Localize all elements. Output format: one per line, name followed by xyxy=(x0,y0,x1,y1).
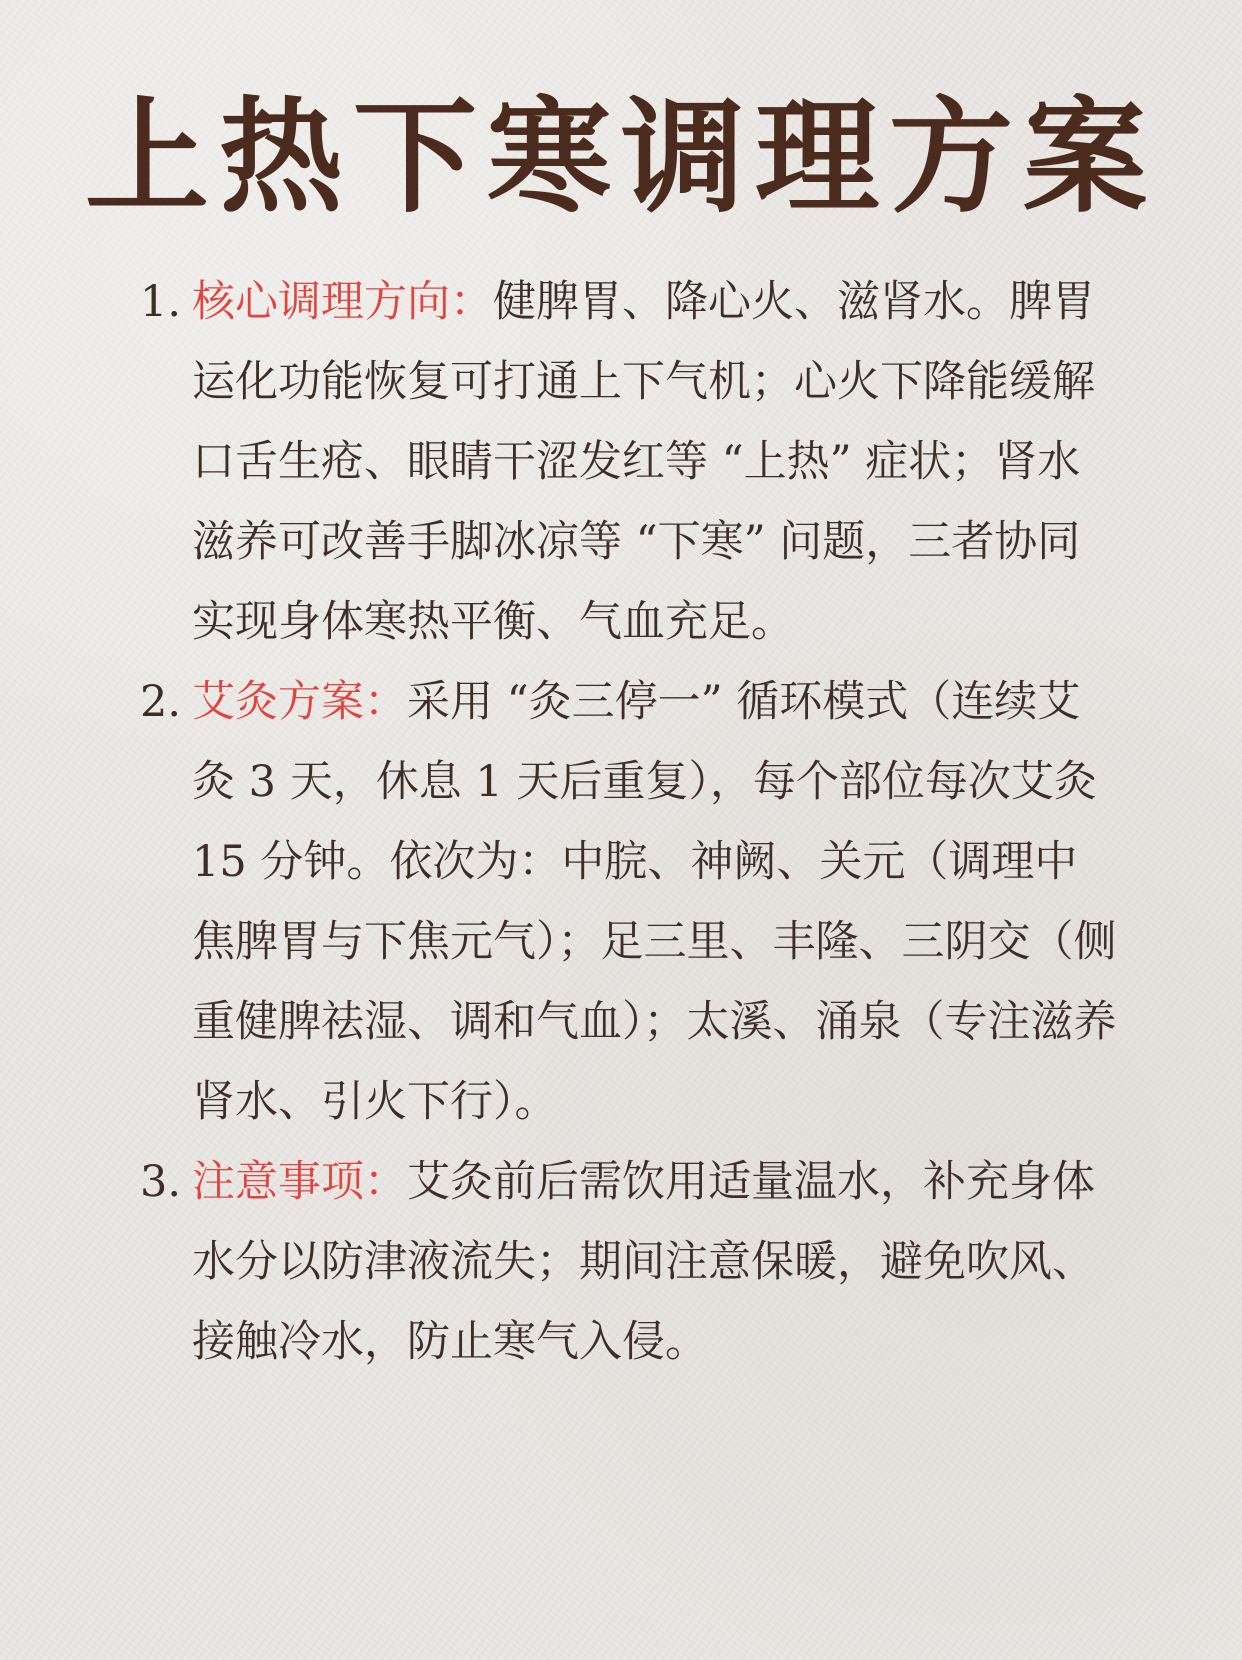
item-label: 艾灸方案： xyxy=(192,677,407,727)
page-title: 上热下寒调理方案 xyxy=(84,85,1157,230)
list-item-3 xyxy=(140,1142,1120,1382)
item-number: 1. xyxy=(140,277,182,327)
item-text: 采用 “灸三停一” 循环模式（连续艾灸 3 天，休息 1 天后重复），每个部位每次艾灸 15 分钟。依次为：中脘、神阙、关元（调理中焦脾胃与下焦元气）；足三里、丰隆、三阴交（侧重健脾祛湿、调和气血）；太溪、涌泉（专注滋养肾水、引火下行）。 xyxy=(192,677,1117,1127)
content-list xyxy=(140,262,1120,1382)
list-item-2 xyxy=(140,662,1120,1142)
item-text: 艾灸前后需饮用适量温水，补充身体水分以防津液流失；期间注意保暖，避免吹风、接触冷水，防止寒气入侵。 xyxy=(192,1157,1095,1367)
item-number: 3. xyxy=(140,1157,182,1207)
item-number: 2. xyxy=(140,677,182,727)
list-item-1 xyxy=(140,262,1120,662)
item-text: 健脾胃、降心火、滋肾水。脾胃运化功能恢复可打通上下气机；心火下降能缓解口舌生疮、眼睛干涩发红等 “上热” 症状；肾水滋养可改善手脚冰凉等 “下寒” 问题，三者协同实现身体寒热平衡、气血充足。 xyxy=(192,277,1095,647)
item-label: 注意事项： xyxy=(192,1157,407,1207)
item-label: 核心调理方向： xyxy=(192,277,493,327)
